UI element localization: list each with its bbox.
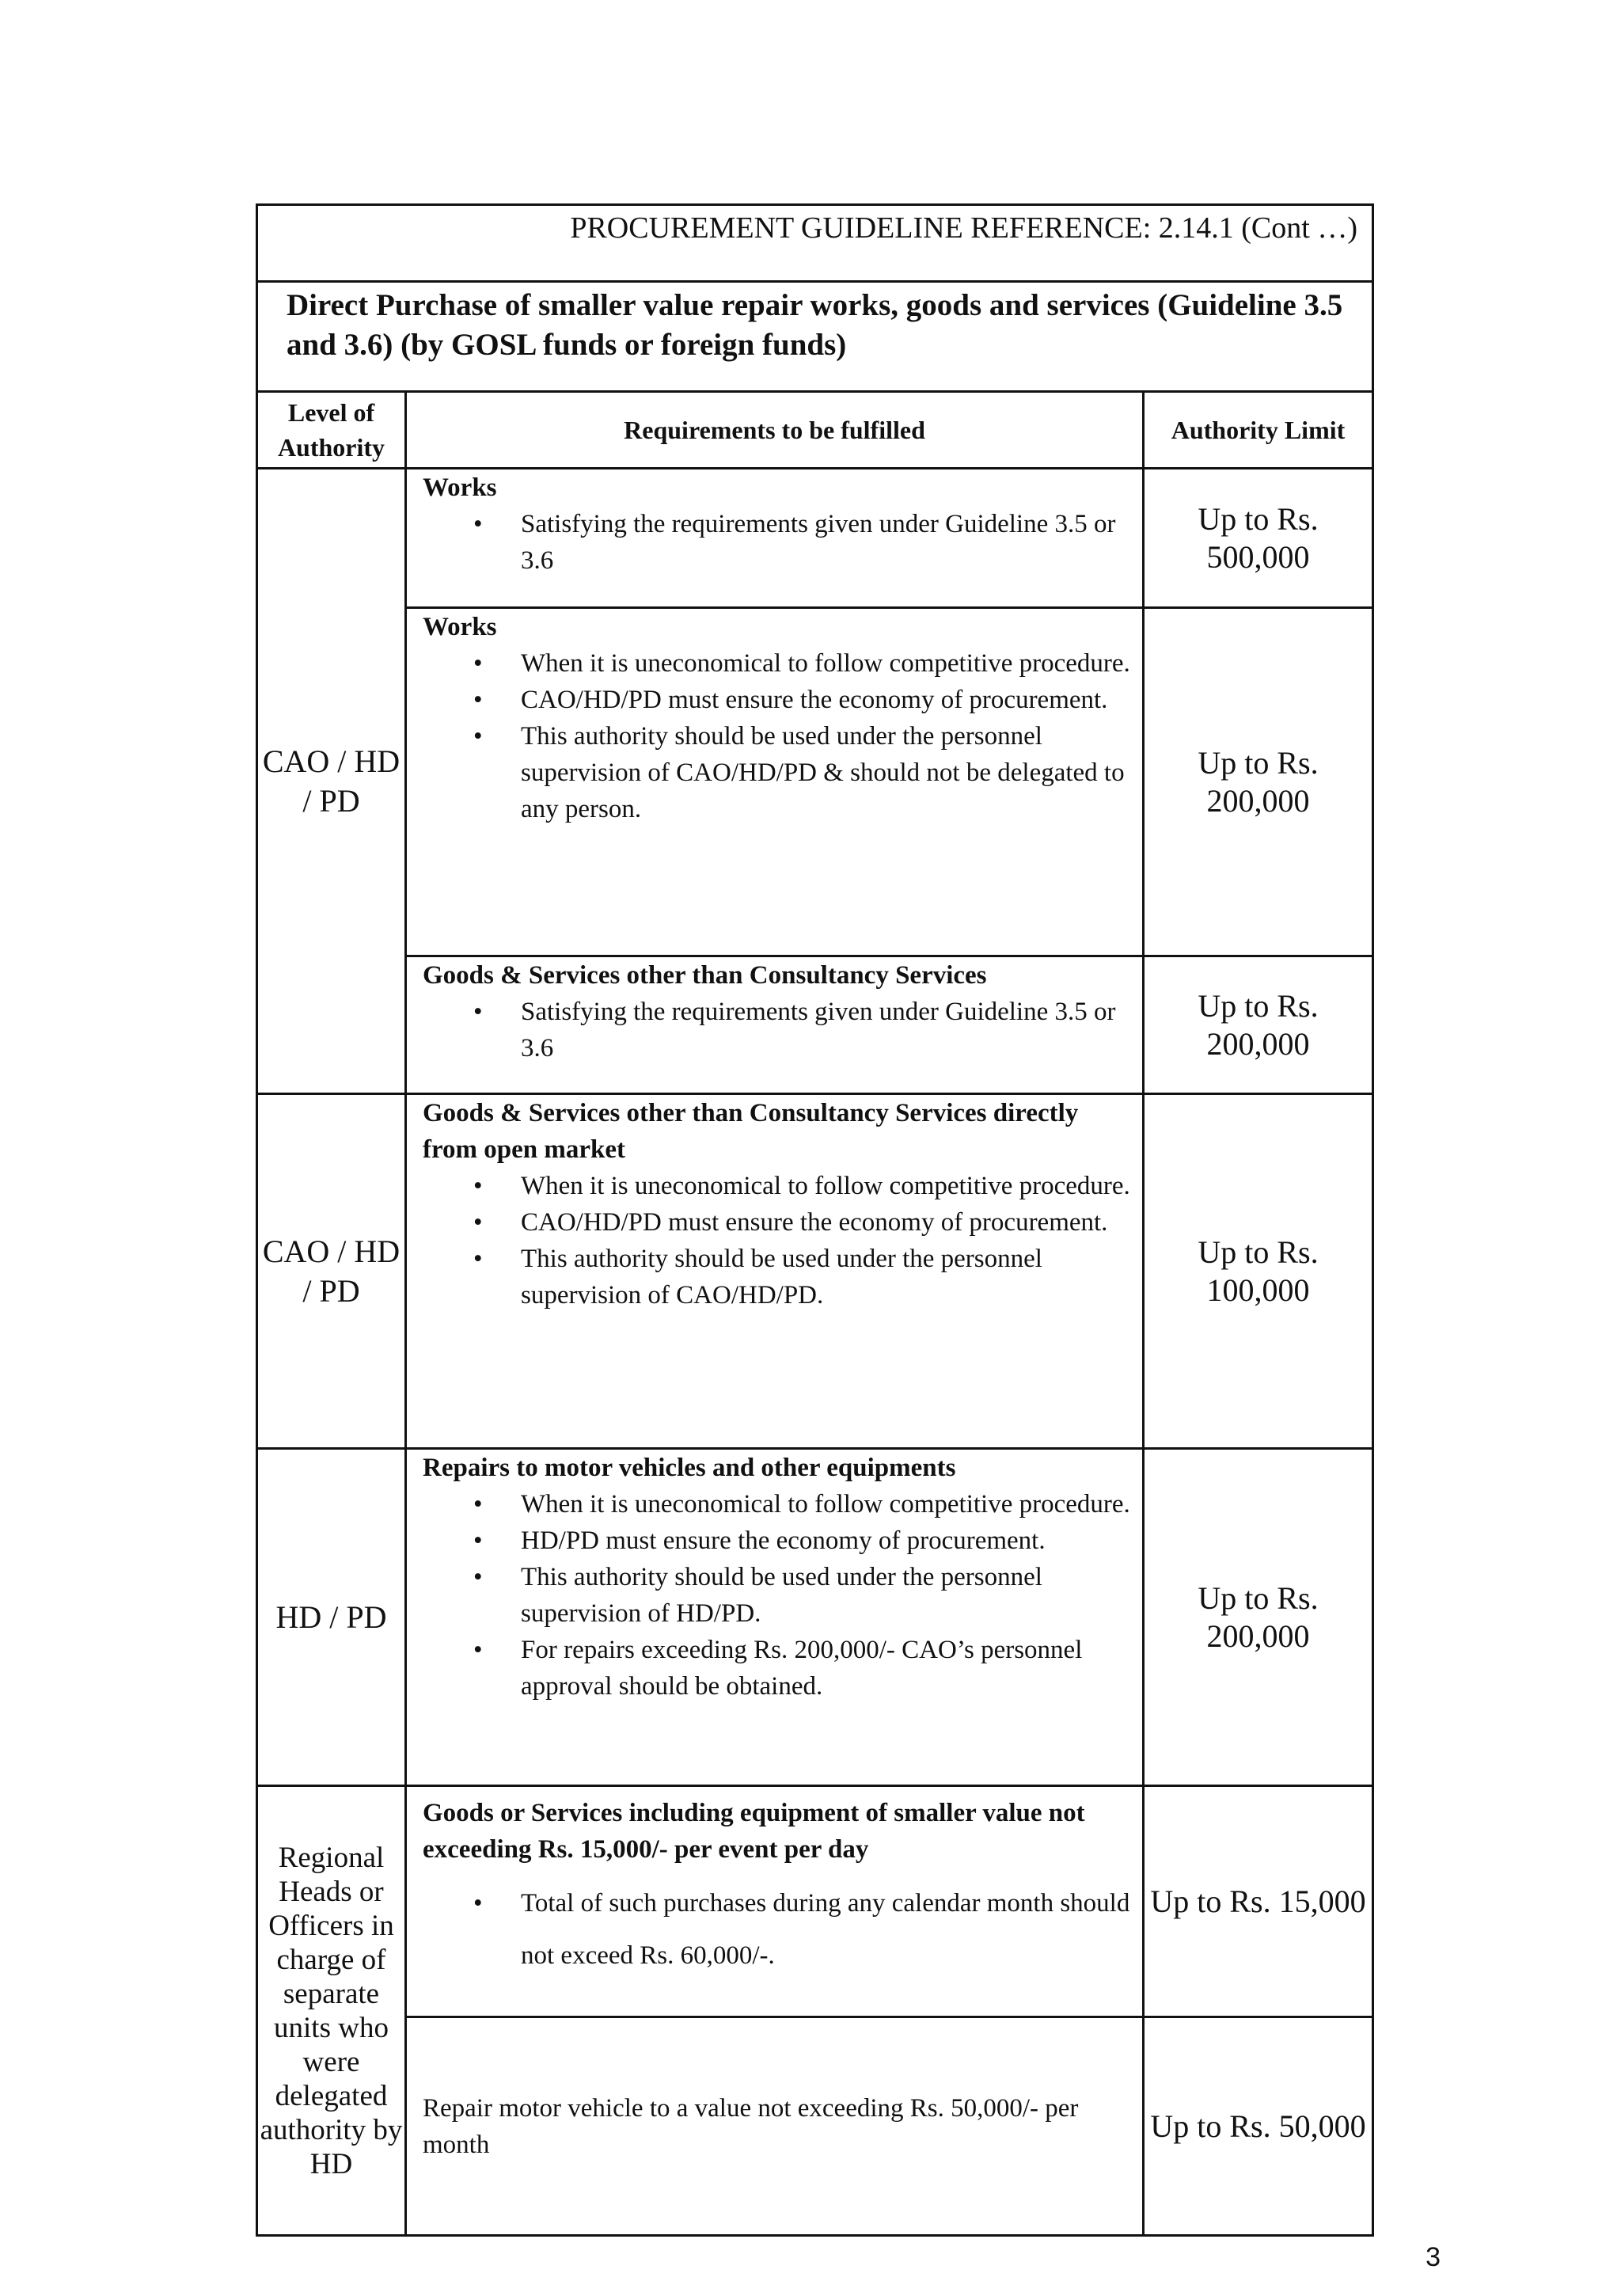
requirement-text: Repair motor vehicle to a value not exceeding Rs. 50,000/- per month [423, 2093, 1079, 2159]
requirement-bullet: • When it is uneconomical to follow competitive procedure. [423, 1168, 1131, 1204]
procurement-table [256, 203, 1374, 2237]
requirement-bullet: • HD/PD must ensure the economy of procurement. [423, 1522, 1131, 1559]
requirements-cell [406, 1786, 1144, 2017]
table-row [257, 469, 1373, 608]
header-requirements: Requirements to be fulfilled [406, 392, 1144, 469]
requirement-bullet: • Satisfying the requirements given under Guideline 3.5 or 3.6 [423, 506, 1131, 579]
requirements-cell [406, 1449, 1144, 1786]
table-row [257, 1786, 1373, 2017]
requirement-heading: Goods & Services other than Consultancy Services directly from open market [423, 1099, 1079, 1164]
table-row [257, 1449, 1373, 1786]
procurement-document [256, 203, 1372, 2237]
header-level: Level of Authority [257, 392, 406, 469]
requirement-bullet: • CAO/HD/PD must ensure the economy of procurement. [423, 1204, 1131, 1241]
requirement-heading: Works [423, 473, 497, 502]
requirement-heading: Repairs to motor vehicles and other equipments [423, 1454, 956, 1482]
limit-cell: Up to Rs. 200,000 [1144, 956, 1373, 1094]
limit-cell: Up to Rs. 50,000 [1144, 2017, 1373, 2236]
requirement-heading: Works [423, 613, 497, 641]
requirements-cell [406, 956, 1144, 1094]
requirement-bullet: • When it is uneconomical to follow competitive procedure. [423, 645, 1131, 682]
level-cell: CAO / HD / PD [257, 469, 406, 1094]
requirements-cell [406, 2017, 1144, 2236]
requirement-bullet: • This authority should be used under the personnel supervision of CAO/HD/PD. [423, 1241, 1131, 1313]
section-title: Direct Purchase of smaller value repair works, goods and services (Guideline 3.5 and 3.6) (by GOSL funds or foreign funds) [287, 288, 1343, 362]
limit-cell: Up to Rs. 200,000 [1144, 608, 1373, 956]
guideline-reference: PROCUREMENT GUIDELINE REFERENCE: 2.14.1 (Cont …) [570, 211, 1357, 245]
requirement-bullet: • This authority should be used under the personnel supervision of HD/PD. [423, 1559, 1131, 1632]
requirement-heading: Goods & Services other than Consultancy Services [423, 961, 987, 990]
level-cell: Regional Heads or Officers in charge of separate units who were delegated authority by HD [257, 1786, 406, 2236]
page-number: 3 [1425, 2242, 1441, 2272]
level-cell: HD / PD [257, 1449, 406, 1786]
limit-cell: Up to Rs. 15,000 [1144, 1786, 1373, 2017]
requirement-bullet: • For repairs exceeding Rs. 200,000/- CAO’s personnel approval should be obtained. [423, 1632, 1131, 1705]
limit-cell: Up to Rs. 500,000 [1144, 469, 1373, 608]
header-limit: Authority Limit [1144, 392, 1373, 469]
requirement-bullet: • Total of such purchases during any calendar month should not exceed Rs. 60,000/-. [423, 1877, 1131, 1982]
table-row [257, 1094, 1373, 1449]
requirement-bullet: • This authority should be used under the personnel supervision of CAO/HD/PD & should not be delegated to any person. [423, 718, 1131, 827]
level-cell: CAO / HD / PD [257, 1094, 406, 1449]
limit-cell: Up to Rs. 100,000 [1144, 1094, 1373, 1449]
requirement-bullet: • CAO/HD/PD must ensure the economy of procurement. [423, 682, 1131, 718]
requirement-bullet: • Satisfying the requirements given under Guideline 3.5 or 3.6 [423, 994, 1131, 1066]
requirements-cell [406, 469, 1144, 608]
reference-cell [257, 205, 1373, 282]
requirements-cell [406, 1094, 1144, 1449]
table-row [257, 2017, 1373, 2236]
requirements-cell [406, 608, 1144, 956]
table-row [257, 608, 1373, 956]
table-row [257, 956, 1373, 1094]
title-cell [257, 282, 1373, 392]
requirement-heading: Goods or Services including equipment of smaller value not exceeding Rs. 15,000/- per event per day [423, 1799, 1085, 1864]
requirement-bullet: • When it is uneconomical to follow competitive procedure. [423, 1486, 1131, 1522]
limit-cell: Up to Rs. 200,000 [1144, 1449, 1373, 1786]
